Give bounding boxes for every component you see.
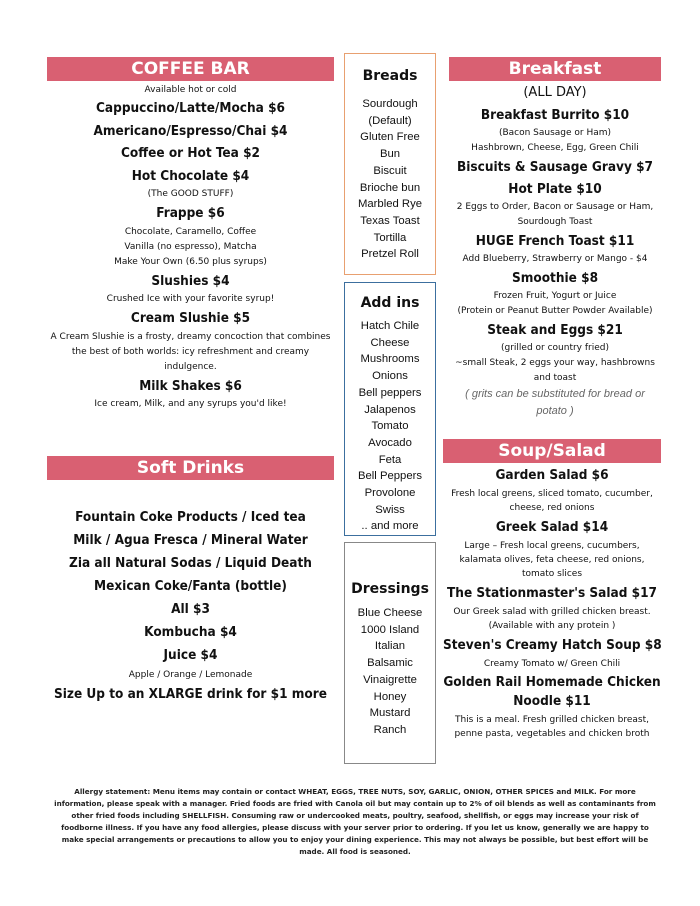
addins-list-item: Jalapenos [364, 403, 416, 416]
addins-list [345, 318, 435, 535]
breads-list-item: Gluten Free [360, 131, 420, 144]
menu-item-description: Vanilla (no espresso), Matcha [124, 241, 257, 252]
breakfast-header: Breakfast [449, 57, 661, 81]
menu-item-description: (Protein or Peanut Butter Powder Available) [457, 306, 653, 316]
coffee-bar-section [47, 57, 334, 412]
menu-item-name: Greek Salad $14 [495, 519, 609, 535]
menu-note-italic: ( grits can be substituted for bread or potato ) [465, 388, 645, 417]
breads-list-item: Biscuit [373, 164, 407, 177]
dressings-list-item: Honey [373, 690, 407, 703]
menu-item-description: Make Your Own (6.50 plus syrups) [114, 256, 267, 267]
breads-list-item: (Default) [368, 114, 412, 127]
breads-title: Breads [362, 68, 418, 84]
soup-salad-section [443, 439, 661, 741]
addins-list-item: Feta [378, 453, 402, 466]
dressings-list-item: Vinaigrette [363, 673, 417, 686]
breads-list-item: Pretzel Roll [361, 248, 419, 261]
menu-item-name: Americano/Espresso/Chai $4 [93, 122, 288, 139]
menu-item-name: Steven's Creamy Hatch Soup $8 [443, 637, 662, 653]
menu-item-name: Biscuits & Sausage Gravy $7 [456, 159, 654, 175]
menu-item-name: Size Up to an XLARGE drink for $1 more [53, 686, 327, 702]
menu-item-description: Add Blueberry, Strawberry or Mango - $4 [462, 254, 648, 264]
menu-item-name: Cream Slushie $5 [130, 310, 251, 326]
coffee-bar-items [47, 97, 334, 412]
breads-list-item: Brioche bun [359, 181, 421, 194]
menu-item-description: (The GOOD STUFF) [147, 189, 234, 199]
breads-list-item: Texas Toast [360, 214, 420, 227]
menu-item-name: HUGE French Toast $11 [475, 233, 635, 249]
menu-item-description: A Cream Slushie is a frosty, dreamy concoction that combines the best of both worlds: icy refreshment and creamy indulgence. [50, 331, 331, 372]
breads-list-item: Sourdough [362, 98, 418, 110]
menu-item-name: Breakfast Burrito $10 [480, 107, 630, 123]
addins-list-item: Bell Peppers [357, 470, 423, 483]
menu-item-description: Ice cream, Milk, and any syrups you'd like! [94, 399, 287, 409]
dressings-title: Dressings [351, 581, 429, 597]
coffee-bar-header: COFFEE BAR [47, 57, 334, 81]
addins-list-item: Mushrooms [360, 353, 420, 366]
menu-item-name: Fountain Coke Products / Iced tea [75, 509, 306, 525]
menu-item-name: Juice $4 [163, 647, 218, 663]
soup-salad-header: Soup/Salad [443, 439, 661, 463]
menu-item-name: The Stationmaster's Salad $17 [447, 585, 657, 601]
addins-list-item: .. and more [361, 520, 419, 533]
menu-item-name: Milk / Agua Fresca / Mineral Water [73, 532, 308, 548]
breakfast-section [449, 57, 661, 420]
dressings-list-item: Mustard [369, 707, 411, 720]
menu-item-name: Milk Shakes $6 [139, 377, 242, 394]
dressings-list-item: Blue Cheese [357, 607, 423, 619]
menu-item-name: Cappuccino/Latte/Mocha $6 [96, 100, 285, 116]
menu-item-name: Hot Chocolate $4 [131, 167, 250, 184]
menu-item-description: Frozen Fruit, Yogurt or Juice [493, 291, 617, 301]
menu-item-name: Mexican Coke/Fanta (bottle) [94, 578, 287, 594]
addins-list-item: Onions [372, 370, 408, 383]
menu-item-description: ~small Steak, 2 eggs your way, hashbrowns and toast [455, 358, 655, 383]
menu-item-description: Large – Fresh local greens, cucumbers, kalamata olives, feta cheese, red onions, tomato slices [459, 541, 645, 579]
menu-item-description: 2 Eggs to Order, Bacon or Sausage or Ham, Sourdough Toast [456, 202, 654, 227]
breads-list [345, 96, 435, 263]
coffee-bar-subtitle: Available hot or cold [144, 85, 237, 95]
menu-item-description: (Bacon Sausage or Ham) [498, 128, 612, 138]
addins-list-item: Hatch Chile [360, 320, 420, 332]
breads-list-item: Marbled Rye [357, 198, 423, 211]
menu-item-name: Zia all Natural Sodas / Liquid Death [69, 555, 312, 571]
menu-subtitle: (ALL DAY) [523, 85, 587, 100]
dressings-list-item: Ranch [373, 723, 407, 736]
menu-item-name: Golden Rail Homemade Chicken Noodle $11 [443, 674, 661, 709]
allergy-statement: Allergy statement: Menu items may contain or contact WHEAT, EGGS, TREE NUTS, SOY, GARLIC, ONION, OTHER SPICES and MILK. For more information, please speak with a manager. Fried foods are fried with Canola oil but may contain up to 2% of oil blends as well as contaminants from other fried foods including SHELLFISH. Consuming raw or undercooked meats, poultry, seafood, shellfish, or eggs may increase your risk of foodborne illness. If you have any food allergies, please discuss with your server prior to ordering. If you let us know, generally we are happy to make special arrangements or precautions to allow you to enjoy your dining experience. This may not always be possible, but best effort will be made. All food is seasoned. [54, 787, 656, 857]
dressings-box [344, 542, 436, 764]
menu-item-name: Frappe $6 [156, 205, 225, 221]
menu-item-description: Creamy Tomato w/ Green Chili [483, 659, 621, 669]
menu-item-description: Fresh local greens, sliced tomato, cucumber, cheese, red onions [451, 489, 653, 513]
soup-salad-items [443, 463, 661, 741]
dressings-list-item: Balsamic [367, 657, 413, 670]
breakfast-items [449, 81, 661, 420]
breads-list-item: Bun [379, 148, 401, 161]
menu-item-name: Slushies $4 [151, 272, 230, 289]
addins-list-item: Provolone [364, 487, 416, 500]
menu-item-name: Garden Salad $6 [495, 467, 609, 483]
menu-item-name: Steak and Eggs $21 [487, 322, 623, 338]
menu-item-description: (grilled or country fried) [500, 343, 609, 353]
dressings-list-item: Italian [374, 640, 406, 653]
menu-item-name: Coffee or Hot Tea $2 [121, 145, 260, 161]
addins-box [344, 282, 436, 536]
menu-item-name: Kombucha $4 [144, 624, 237, 640]
menu-item-description: Apple / Orange / Lemonade [128, 670, 253, 680]
menu-item-name: Smoothie $8 [511, 270, 599, 286]
addins-list-item: Cheese [370, 336, 410, 349]
soft-drinks-header: Soft Drinks [47, 456, 334, 480]
soft-drinks-section [47, 456, 334, 706]
menu-item-name: Hot Plate $10 [508, 181, 602, 197]
soft-drinks-items [47, 506, 334, 706]
breads-box [344, 53, 436, 275]
dressings-list [345, 605, 435, 739]
menu-item-description: This is a meal. Fresh grilled chicken breast, penne pasta, vegetables and chicken broth [454, 715, 650, 739]
addins-list-item: Tomato [371, 420, 409, 433]
menu-item-description: Crushed Ice with your favorite syrup! [106, 294, 275, 304]
breads-list-item: Tortilla [373, 231, 407, 244]
menu-item-description: Chocolate, Caramello, Coffee [124, 226, 257, 237]
addins-list-item: Swiss [375, 503, 405, 516]
dressings-list-item: 1000 Island [360, 623, 420, 636]
addins-list-item: Bell peppers [358, 386, 422, 399]
addins-title: Add ins [360, 295, 420, 311]
menu-item-description: Hashbrown, Cheese, Egg, Green Chili [471, 143, 639, 153]
menu-item-description: Our Greek salad with grilled chicken breast. (Available with any protein ) [453, 607, 651, 631]
menu-item-name: All $3 [171, 601, 210, 617]
addins-list-item: Avocado [368, 436, 412, 449]
